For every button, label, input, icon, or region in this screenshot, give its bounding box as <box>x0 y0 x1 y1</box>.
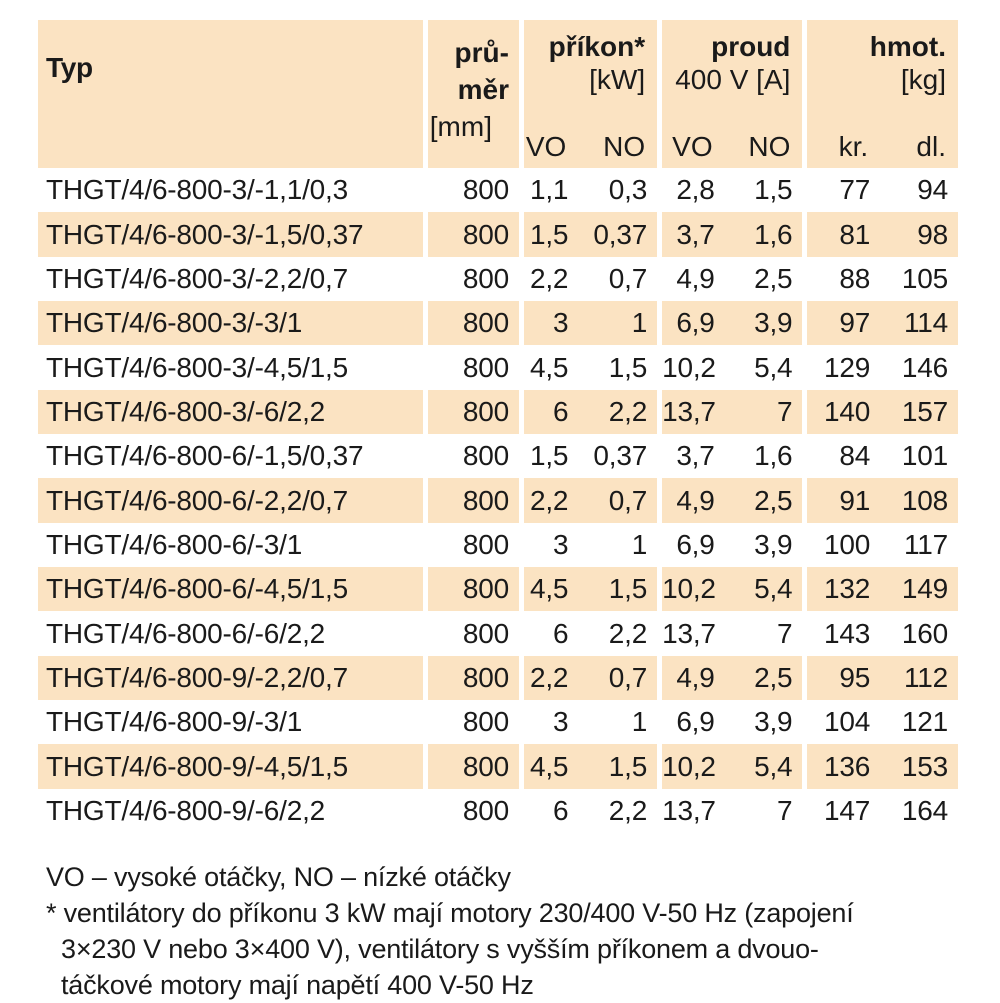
cell-hmot-kr: 140 <box>802 390 880 434</box>
cell-proud-vo: 4,9 <box>657 478 725 522</box>
cell-prikon-vo: 3 <box>519 301 578 345</box>
cell-proud-no: 3,9 <box>754 706 793 738</box>
cell-prumer: 800 <box>462 262 509 294</box>
cell-hmot-kr: 129 <box>824 351 871 383</box>
cell-prumer: 800 <box>423 301 519 345</box>
cell-prikon-no: 0,7 <box>578 478 657 522</box>
cell-proud-no: 7 <box>725 390 803 434</box>
cell-prikon-no: 1 <box>578 301 657 345</box>
cell-hmot-dl: 114 <box>880 301 958 345</box>
table-notes <box>38 859 958 1003</box>
cell-prikon-vo: 1,5 <box>529 440 569 472</box>
header-prikon-label: příkon* <box>548 31 646 62</box>
cell-hmot-dl: 108 <box>880 478 958 522</box>
cell-proud-no: 7 <box>777 617 793 649</box>
table-row <box>38 789 958 833</box>
header-proud-unit: 400 V [A] <box>675 64 791 95</box>
table-row <box>38 390 958 434</box>
cell-prikon-no: 1,5 <box>578 567 657 611</box>
table-row <box>38 656 958 700</box>
cell-hmot-kr: 104 <box>824 706 871 738</box>
cell-prikon-vo: 6 <box>519 390 578 434</box>
header-prumer-unit: [mm] <box>429 111 492 142</box>
cell-prumer: 800 <box>462 528 509 560</box>
cell-proud-vo: 13,7 <box>662 794 716 826</box>
cell-prumer: 800 <box>423 656 519 700</box>
cell-proud-no: 1,5 <box>754 174 793 206</box>
header-hmot <box>802 20 958 126</box>
cell-hmot-dl: 160 <box>901 617 948 649</box>
cell-proud-no: 3,9 <box>725 301 803 345</box>
cell-proud-vo: 10,2 <box>657 567 725 611</box>
cell-prikon-vo: 6 <box>552 794 569 826</box>
cell-proud-no: 2,5 <box>754 262 793 294</box>
cell-hmot-dl: 153 <box>880 744 958 788</box>
cell-hmot-kr: 132 <box>802 567 880 611</box>
table-body <box>38 168 958 833</box>
cell-prumer: 800 <box>462 706 509 738</box>
cell-prikon-no: 0,7 <box>578 656 657 700</box>
spec-sheet <box>38 20 958 1003</box>
header-proud-label: proud <box>711 31 791 62</box>
cell-prikon-no: 0,7 <box>608 262 648 294</box>
cell-hmot-kr: 81 <box>802 212 880 256</box>
cell-typ: THGT/4/6-800-3/-1,5/0,37 <box>38 212 423 256</box>
table-row <box>38 478 958 522</box>
cell-typ: THGT/4/6-800-9/-6/2,2 <box>46 794 326 826</box>
cell-prikon-vo: 6 <box>552 617 569 649</box>
cell-prikon-no: 2,2 <box>578 390 657 434</box>
table-row <box>38 434 958 478</box>
cell-proud-vo: 13,7 <box>657 390 725 434</box>
cell-prikon-vo: 2,2 <box>519 478 578 522</box>
cell-prumer: 800 <box>462 351 509 383</box>
cell-typ: THGT/4/6-800-9/-2,2/0,7 <box>38 656 423 700</box>
cell-prikon-no: 2,2 <box>608 617 648 649</box>
cell-prumer: 800 <box>423 478 519 522</box>
cell-hmot-kr: 95 <box>802 656 880 700</box>
cell-proud-vo: 6,9 <box>676 528 715 560</box>
cell-proud-no: 5,4 <box>725 567 803 611</box>
cell-hmot-dl: 164 <box>901 794 948 826</box>
table-row <box>38 700 958 744</box>
table-row <box>38 168 958 212</box>
cell-prikon-vo: 1,5 <box>519 212 578 256</box>
cell-prikon-no: 1 <box>631 528 648 560</box>
cell-prumer: 800 <box>462 617 509 649</box>
header-prikon-unit: [kW] <box>589 64 646 95</box>
cell-typ: THGT/4/6-800-9/-3/1 <box>46 706 303 738</box>
cell-hmot-dl: 94 <box>917 174 948 206</box>
cell-hmot-dl: 146 <box>901 351 948 383</box>
fan-spec-table <box>38 20 958 833</box>
footnote-line-2: 3×230 V nebo 3×400 V), ventilátory s vyšším příkonem a dvouo- <box>61 934 819 965</box>
cell-prikon-no: 2,2 <box>608 794 648 826</box>
table-row <box>38 345 958 389</box>
cell-prumer: 800 <box>423 390 519 434</box>
cell-proud-vo: 3,7 <box>676 440 715 472</box>
cell-typ: THGT/4/6-800-3/-1,1/0,3 <box>46 174 348 206</box>
table-row <box>38 257 958 301</box>
cell-prikon-no: 1,5 <box>608 351 648 383</box>
cell-prumer: 800 <box>423 212 519 256</box>
cell-proud-no: 3,9 <box>754 528 793 560</box>
cell-proud-vo: 3,7 <box>657 212 725 256</box>
cell-proud-vo: 6,9 <box>657 301 725 345</box>
legend-note: VO – vysoké otáčky, NO – nízké otáčky <box>46 862 511 893</box>
cell-hmot-kr: 143 <box>824 617 871 649</box>
header-proud <box>657 20 802 126</box>
header-typ: Typ <box>38 20 423 168</box>
cell-proud-vo: 10,2 <box>657 744 725 788</box>
cell-prikon-vo: 4,5 <box>529 351 569 383</box>
cell-prumer: 800 <box>423 567 519 611</box>
cell-proud-vo: 10,2 <box>662 351 716 383</box>
cell-proud-vo: 13,7 <box>662 617 716 649</box>
cell-hmot-dl: 98 <box>880 212 958 256</box>
cell-prikon-vo: 1,1 <box>529 174 569 206</box>
header-prumer-line1: prů- <box>454 37 509 68</box>
cell-hmot-dl: 149 <box>880 567 958 611</box>
cell-proud-no: 5,4 <box>725 744 803 788</box>
cell-hmot-kr: 97 <box>802 301 880 345</box>
cell-hmot-kr: 88 <box>839 262 871 294</box>
header-proud-vo: VO <box>657 126 725 168</box>
cell-typ: THGT/4/6-800-6/-6/2,2 <box>46 617 326 649</box>
cell-hmot-dl: 112 <box>880 656 958 700</box>
cell-prikon-no: 0,3 <box>608 174 648 206</box>
cell-prikon-no: 1 <box>631 706 648 738</box>
cell-hmot-kr: 84 <box>839 440 871 472</box>
cell-prikon-no: 0,37 <box>578 212 657 256</box>
cell-typ: THGT/4/6-800-3/-3/1 <box>38 301 423 345</box>
table-row <box>38 301 958 345</box>
cell-hmot-kr: 136 <box>802 744 880 788</box>
header-proud-no: NO <box>725 126 803 168</box>
cell-hmot-dl: 121 <box>901 706 948 738</box>
cell-typ: THGT/4/6-800-3/-2,2/0,7 <box>46 262 348 294</box>
cell-proud-no: 5,4 <box>754 351 793 383</box>
cell-prumer: 800 <box>462 794 509 826</box>
cell-prumer: 800 <box>462 440 509 472</box>
cell-proud-vo: 4,9 <box>657 656 725 700</box>
table-row <box>38 523 958 567</box>
cell-typ: THGT/4/6-800-6/-4,5/1,5 <box>38 567 423 611</box>
cell-prumer: 800 <box>423 744 519 788</box>
cell-typ: THGT/4/6-800-3/-6/2,2 <box>38 390 423 434</box>
header-prumer <box>423 20 519 168</box>
cell-hmot-kr: 100 <box>824 528 871 560</box>
cell-typ: THGT/4/6-800-6/-1,5/0,37 <box>46 440 364 472</box>
table-row <box>38 567 958 611</box>
cell-typ: THGT/4/6-800-6/-3/1 <box>46 528 303 560</box>
table-row <box>38 611 958 655</box>
cell-prikon-no: 1,5 <box>578 744 657 788</box>
header-hmot-dl: dl. <box>880 126 958 168</box>
footnote-line-3: táčkové motory mají napětí 400 V-50 Hz <box>61 970 534 1001</box>
cell-prikon-vo: 3 <box>552 528 569 560</box>
cell-proud-no: 1,6 <box>754 440 793 472</box>
cell-typ: THGT/4/6-800-3/-4,5/1,5 <box>46 351 348 383</box>
cell-prikon-no: 0,37 <box>593 440 648 472</box>
header-hmot-label: hmot. <box>869 31 946 62</box>
header-hmot-unit: [kg] <box>900 64 946 95</box>
cell-prikon-vo: 3 <box>552 706 569 738</box>
table-row <box>38 212 958 256</box>
cell-proud-vo: 2,8 <box>676 174 715 206</box>
table-header <box>38 20 958 168</box>
cell-hmot-kr: 77 <box>839 174 871 206</box>
cell-prumer: 800 <box>462 174 509 206</box>
cell-prikon-vo: 2,2 <box>519 656 578 700</box>
header-prikon-no: NO <box>578 126 657 168</box>
cell-typ: THGT/4/6-800-6/-2,2/0,7 <box>38 478 423 522</box>
cell-hmot-dl: 117 <box>903 528 948 560</box>
table-row <box>38 744 958 788</box>
cell-hmot-kr: 147 <box>824 794 871 826</box>
header-prikon-vo: VO <box>519 126 578 168</box>
header-prumer-line2: měr <box>457 74 509 105</box>
cell-prikon-vo: 2,2 <box>529 262 569 294</box>
header-prikon <box>519 20 657 126</box>
cell-proud-no: 2,5 <box>725 478 803 522</box>
cell-typ: THGT/4/6-800-9/-4,5/1,5 <box>38 744 423 788</box>
cell-proud-no: 2,5 <box>725 656 803 700</box>
cell-prikon-vo: 4,5 <box>519 744 578 788</box>
cell-hmot-kr: 91 <box>802 478 880 522</box>
footnote-line-1: * ventilátory do příkonu 3 kW mají motory 230/400 V-50 Hz (zapojení <box>46 898 854 929</box>
header-hmot-kr: kr. <box>802 126 880 168</box>
cell-hmot-dl: 105 <box>901 262 948 294</box>
cell-hmot-dl: 157 <box>880 390 958 434</box>
cell-proud-vo: 6,9 <box>676 706 715 738</box>
cell-proud-no: 7 <box>777 794 793 826</box>
cell-proud-no: 1,6 <box>725 212 803 256</box>
cell-hmot-dl: 101 <box>901 440 948 472</box>
cell-prikon-vo: 4,5 <box>519 567 578 611</box>
cell-proud-vo: 4,9 <box>676 262 715 294</box>
